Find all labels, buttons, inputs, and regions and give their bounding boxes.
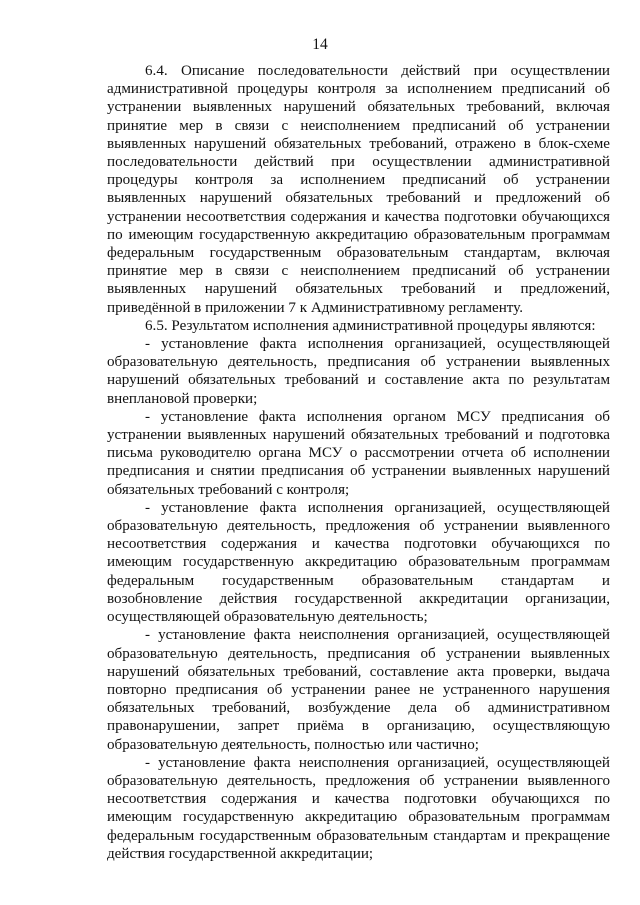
list-item: - установление факта неисполнения организацией, осуществляющей образовательную деятельность, предписания об устранении выявленных нарушений обязательных требований, составление акта проверки, выдача повторно предписания об устранении ранее не устраненного нарушения обязательных требований, возбуждение дела об административном правонарушении, запрет приёма в организацию, осуществляющую образовательную деятельность, полностью или частично; bbox=[107, 627, 610, 753]
paragraph-6-4: 6.4. Описание последовательности действий при осуществлении административной процедуры контроля за исполнением предписаний об устранении выявленных нарушений обязательных требований, включая принятие мер в связи с неисполнением предписаний об устранении выявленных нарушений обязательных требований, отражено в блок-схеме последовательности действий при осуществлении административной процедуры контроля за исполнением предписаний об устранении выявленных нарушений обязательных требований и предложений об устранении несоответствия содержания и качества подготовки обучающихся по имеющим государственную аккредитацию образовательным программам федеральным государственным образовательным стандартам, включая принятие мер в связи с неисполнением предписаний об устранении выявленных нарушений обязательных требований и предложений, приведённой в приложении 7 к Административному регламенту. bbox=[107, 63, 610, 316]
list-item: - установление факта неисполнения организацией, осуществляющей образовательную деятельность, предложения об устранении выявленного несоответствия содержания и качества подготовки обучающихся по имеющим государственную аккредитацию образовательным программам федеральным государственным образовательным стандартам и прекращение действия государственной аккредитации; bbox=[107, 754, 610, 862]
page-body bbox=[107, 62, 610, 863]
list-item: - установление факта исполнения органом МСУ предписания об устранении выявленных нарушений обязательных требований и подготовка письма руководителю органа МСУ о рассмотрении отчета об исполнении предписания и снятии предписания об устранении выявленных нарушений обязательных требований с контроля; bbox=[107, 408, 610, 498]
list-item: - установление факта исполнения организацией, осуществляющей образовательную деятельность, предписания об устранении выявленных нарушений обязательных требований и составление акта по результатам внеплановой проверки; bbox=[107, 336, 610, 407]
page-number: 14 bbox=[312, 36, 328, 53]
list-item: - установление факта исполнения организацией, осуществляющей образовательную деятельность, предложения об устранении выявленного несоответствия содержания и качества подготовки обучающихся по имеющим государственную аккредитацию образовательным программам федеральным государственным образовательным стандартам и возобновление действия государственной аккредитации организации, осуществляющей образовательную деятельность; bbox=[107, 499, 610, 626]
paragraph-6-5: 6.5. Результатом исполнения административной процедуры являются: bbox=[145, 317, 596, 334]
